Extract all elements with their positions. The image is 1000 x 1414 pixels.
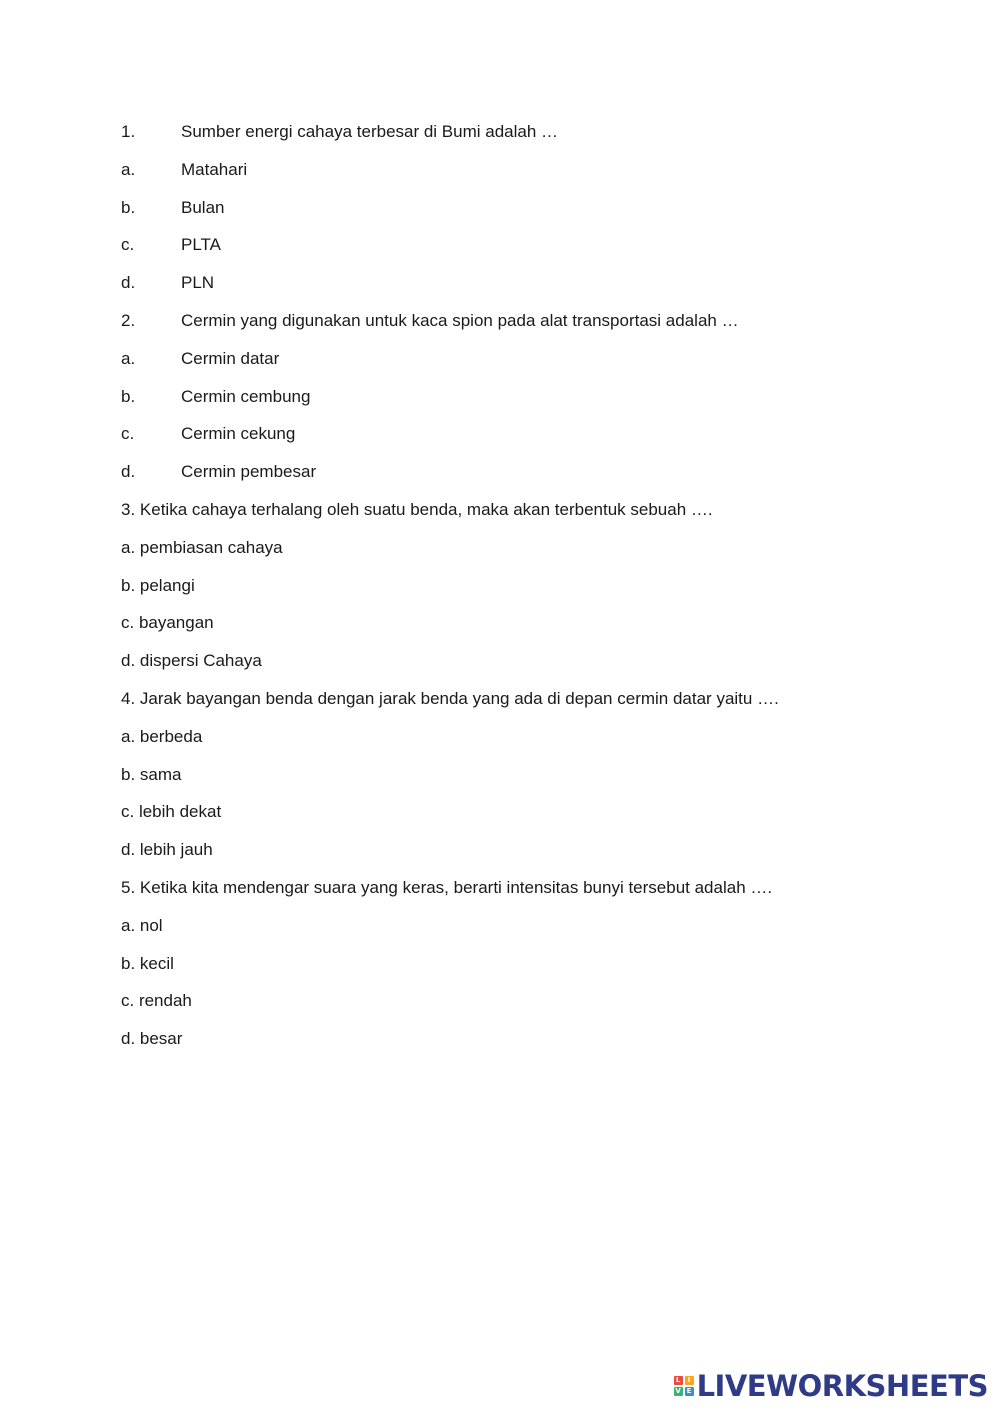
question-2 — [121, 310, 941, 348]
option-5d[interactable]: d. besar — [121, 1029, 183, 1049]
option-2c[interactable] — [121, 423, 941, 461]
option-text: Bulan — [181, 197, 225, 217]
logo-mark-l: L — [674, 1376, 683, 1385]
option-text: PLTA — [181, 235, 221, 255]
option-5c[interactable]: c. rendah — [121, 991, 192, 1011]
question-1 — [121, 121, 941, 159]
option-5b[interactable]: b. kecil — [121, 953, 174, 973]
option-letter: c. — [121, 235, 135, 255]
worksheet — [121, 121, 941, 1066]
option-text: Cermin cembung — [181, 386, 311, 406]
option-2a[interactable] — [121, 348, 941, 386]
option-4b[interactable]: b. sama — [121, 764, 182, 784]
option-text: Matahari — [181, 159, 248, 179]
question-text: Cermin yang digunakan untuk kaca spion pada alat transportasi adalah … — [181, 310, 739, 330]
option-1a[interactable] — [121, 159, 941, 197]
option-4d[interactable]: d. lebih jauh — [121, 840, 213, 860]
option-2b[interactable] — [121, 386, 941, 424]
option-3b[interactable]: b. pelangi — [121, 575, 195, 595]
question-number: 2. — [121, 310, 136, 330]
option-3a[interactable]: a. pembiasan cahaya — [121, 537, 283, 557]
option-1c[interactable] — [121, 234, 941, 272]
question-text: Sumber energi cahaya terbesar di Bumi adalah … — [181, 122, 559, 141]
option-letter: b. — [121, 386, 136, 406]
option-letter: a. — [121, 159, 136, 179]
option-letter: d. — [121, 273, 136, 293]
option-text: PLN — [181, 273, 215, 293]
question-4: 4. Jarak bayangan benda dengan jarak benda yang ada di depan cermin datar yaitu …. — [121, 688, 779, 708]
option-1d[interactable] — [121, 272, 941, 310]
question-number: 1. — [121, 122, 136, 141]
logo-mark-v: V — [675, 1387, 681, 1395]
option-letter: b. — [121, 197, 136, 217]
option-letter: c. — [121, 424, 135, 444]
option-text: Cermin datar — [181, 348, 280, 368]
option-letter: d. — [121, 462, 136, 482]
option-4a[interactable]: a. berbeda — [121, 726, 203, 746]
logo-mark-icon — [674, 1376, 694, 1396]
option-text: Cermin pembesar — [181, 462, 317, 482]
liveworksheets-logo — [674, 1368, 988, 1404]
option-1b[interactable] — [121, 197, 941, 235]
logo-text: LIVEWORKSHEETS — [696, 1369, 988, 1403]
option-2d[interactable] — [121, 461, 941, 499]
option-3d[interactable]: d. dispersi Cahaya — [121, 651, 262, 671]
logo-mark-e: E — [685, 1387, 694, 1396]
option-4c[interactable]: c. lebih dekat — [121, 802, 222, 822]
option-letter: a. — [121, 348, 136, 368]
option-5a[interactable]: a. nol — [121, 915, 163, 935]
option-text: Cermin cekung — [181, 424, 296, 444]
question-5: 5. Ketika kita mendengar suara yang keras, berarti intensitas bunyi tersebut adalah …. — [121, 877, 773, 897]
logo-mark-i: I — [685, 1376, 694, 1385]
option-3c[interactable]: c. bayangan — [121, 613, 214, 633]
question-3: 3. Ketika cahaya terhalang oleh suatu benda, maka akan terbentuk sebuah …. — [121, 499, 713, 519]
